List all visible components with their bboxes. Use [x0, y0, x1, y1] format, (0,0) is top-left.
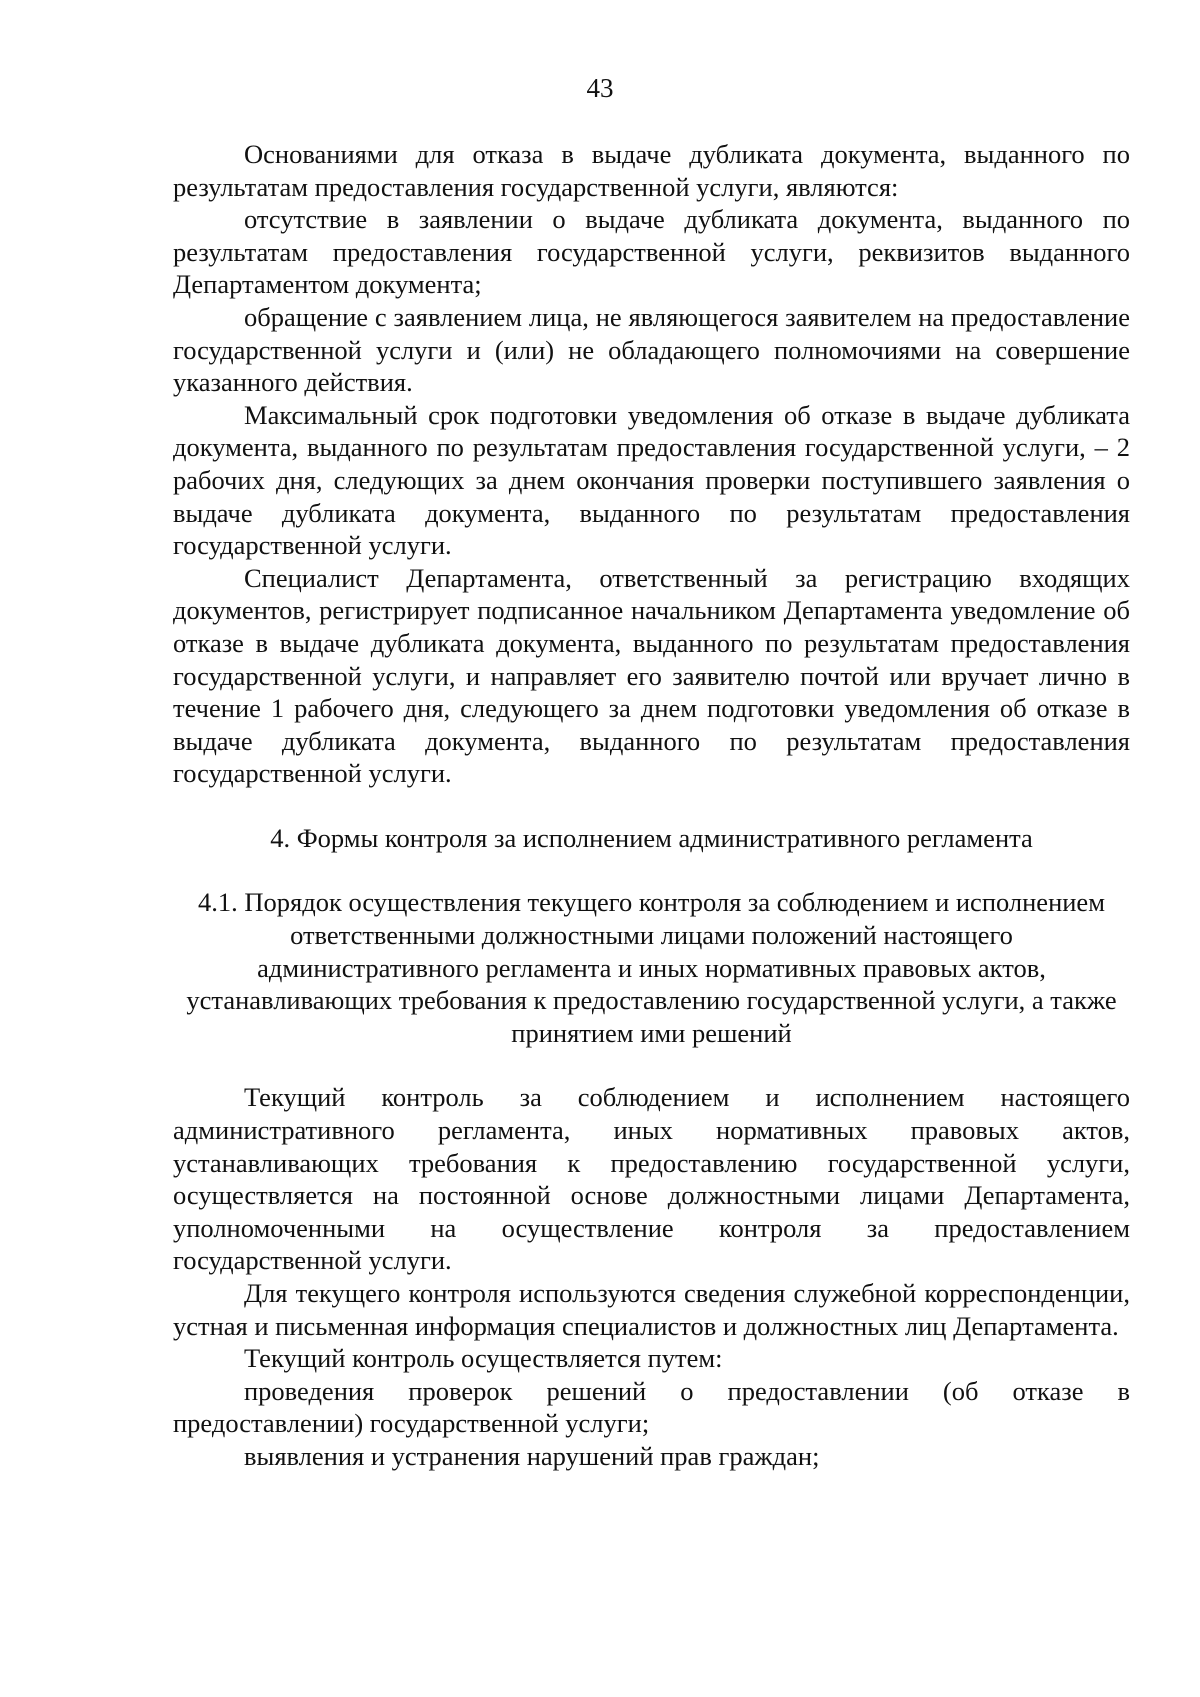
paragraph-control-sources: Для текущего контроля используются сведения служебной корреспонденции, устная и письменная информация специалистов и должностных лиц Департамента. [173, 1278, 1130, 1341]
page-number: 43 [586, 73, 614, 103]
paragraph-inspections: проведения проверок решений о предоставлении (об отказе в предоставлении) государственной услуги; [173, 1375, 1130, 1439]
paragraph-missing-details: отсутствие в заявлении о выдаче дубликата документа, выданного по результатам предоставления государственной услуги, реквизитов выданного Департаментом документа; [173, 204, 1130, 300]
paragraph-violations: выявления и устранения нарушений прав граждан; [244, 1440, 820, 1471]
paragraph-current-control: Текущий контроль за соблюдением и исполнением настоящего административного регламента, иных нормативных правовых актов, устанавливающих требования к предоставлению государственной услуги, осуществляется на постоянной основе должностными лицами Департамента, уполномоченными на осуществление контроля за предоставлением государственной услуги. [173, 1082, 1130, 1276]
paragraph-control-method: Текущий контроль осуществляется путем: [244, 1343, 723, 1374]
paragraph-non-applicant: обращение с заявлением лица, не являющегося заявителем на предоставление государственной услуги и (или) не обладающего полномочиями на совершение указанного действия. [173, 301, 1130, 398]
paragraph-registration: Специалист Департамента, ответственный за регистрацию входящих документов, регистрирует подписанное начальником Департамента уведомление об отказе в выдаче дубликата документа, выданного по результатам предоставления государственной услуги, и направляет его заявителю почтой или вручает лично в течение 1 рабочего дня, следующего за днем подготовки уведомления об отказе в выдаче дубликата документа, выданного по результатам предоставления государственной услуги. [173, 562, 1130, 789]
section-heading: 4. Формы контроля за исполнением административного регламента [270, 822, 1033, 853]
paragraph-refusal-grounds: Основаниями для отказа в выдаче дубликата документа, выданного по результатам предоставления государственной услуги, являются: [173, 139, 1130, 202]
document-body [173, 138, 1130, 1473]
paragraph-max-term: Максимальный срок подготовки уведомления об отказе в выдаче дубликата документа, выданного по результатам предоставления государственной услуги, – 2 рабочих дня, следующих за днем окончания проверки поступившего заявления о выдаче дубликата документа, выданного по результатам предоставления государственной услуги. [173, 399, 1130, 561]
subsection-heading: 4.1. Порядок осуществления текущего контроля за соблюдением и исполнением ответственными должностными лицами положений настоящего административного регламента и иных нормативных правовых актов, устанавливающих требования к предоставлению государственной услуги, а также принятием ими решений [186, 887, 1117, 1048]
